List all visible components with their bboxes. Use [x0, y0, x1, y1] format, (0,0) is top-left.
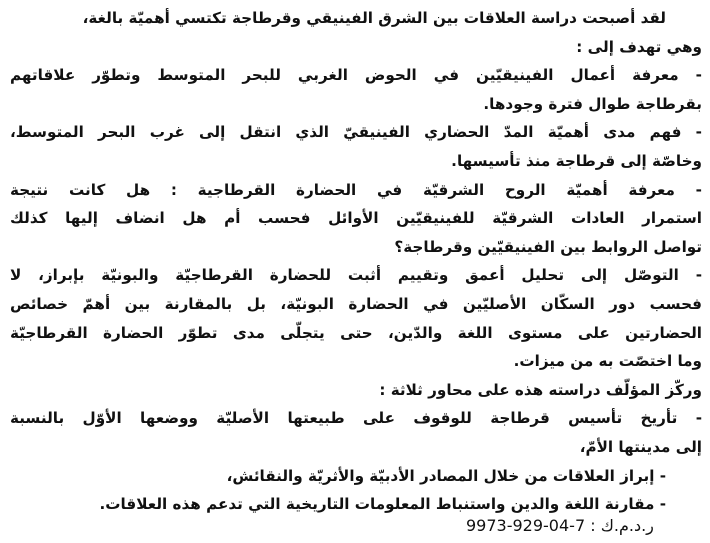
- text-line: وما اختصّت به من ميزات.: [513, 352, 702, 371]
- text-line: - معرفة أهميّة الروح الشرقيّة في الحضارة القرطاجية : هل كانت نتيجة: [10, 180, 702, 199]
- isbn-label: ر.د.م.ك :: [590, 516, 654, 535]
- text-line: تواصل الروابط بين الفينيقيّين وقرطاجة؟: [394, 237, 702, 256]
- text-line: الحضارتين على مستوى اللغة والدّين، حتى يتجلّى مدى تطوّر الحضارة القرطاجيّة: [10, 323, 702, 342]
- aim-item-3: [10, 176, 702, 262]
- axes-intro: [10, 376, 702, 405]
- text-line: - معرفة أعمال الفينيقيّين في الحوض الغربي للبحر المتوسط وتطوّر علاقاتهم: [10, 66, 702, 85]
- intro-paragraph: [10, 4, 702, 61]
- axis-item-2: [10, 462, 702, 491]
- text-line: وركّز المؤلّف دراسته هذه على محاور ثلاثة :: [379, 380, 702, 399]
- text-line: وخاصّة إلى قرطاجة منذ تأسيسها.: [451, 151, 702, 170]
- text-line: - التوصّل إلى تحليل أعمق وتقييم أثبت للحضارة القرطاجيّة والبونيّة بإبراز، لا: [10, 266, 702, 285]
- text-line: إلى مدينتها الأمّ،: [579, 437, 702, 456]
- text-line: - تأريخ تأسيس قرطاجة للوقوف على طبيعتها الأصليّة ووضعها الأوّل بالنسبة: [10, 409, 702, 428]
- aim-item-1: [10, 61, 702, 118]
- text-line: بقرطاجة طوال فترة وجودها.: [483, 94, 702, 113]
- text-line: - إبراز العلاقات من خلال المصادر الأدبيّة والأثريّة والنقائش،: [226, 466, 666, 485]
- aim-item-4: [10, 261, 702, 375]
- aim-item-2: [10, 118, 702, 175]
- text-line: استمرار العادات الشرقيّة للفينيقيّين الأوائل فحسب أم هل انضاف إليها كذلك: [10, 209, 702, 228]
- text-line: وهي تهدف إلى :: [576, 37, 702, 56]
- isbn-line: [466, 512, 654, 540]
- text-line: - فهم مدى أهميّة المدّ الحضاري الفينيقيّ الذي انتقل إلى غرب البحر المتوسط،: [10, 123, 702, 142]
- text-line: فحسب دور السكّان الأصليّين في الحضارة البونيّة، بل بالمقارنة بين أهمّ خصائص: [10, 294, 702, 313]
- axis-item-1: [10, 404, 702, 461]
- isbn-value: 9973-929-04-7: [466, 516, 586, 535]
- text-line: - مقارنة اللغة والدين واستنباط المعلومات التاريخية التي تدعم هذه العلاقات.: [99, 495, 666, 514]
- text-line: لقد أصبحت دراسة العلاقات بين الشرق الفينيقي وقرطاجة تكتسي أهميّة بالغة،: [82, 9, 666, 27]
